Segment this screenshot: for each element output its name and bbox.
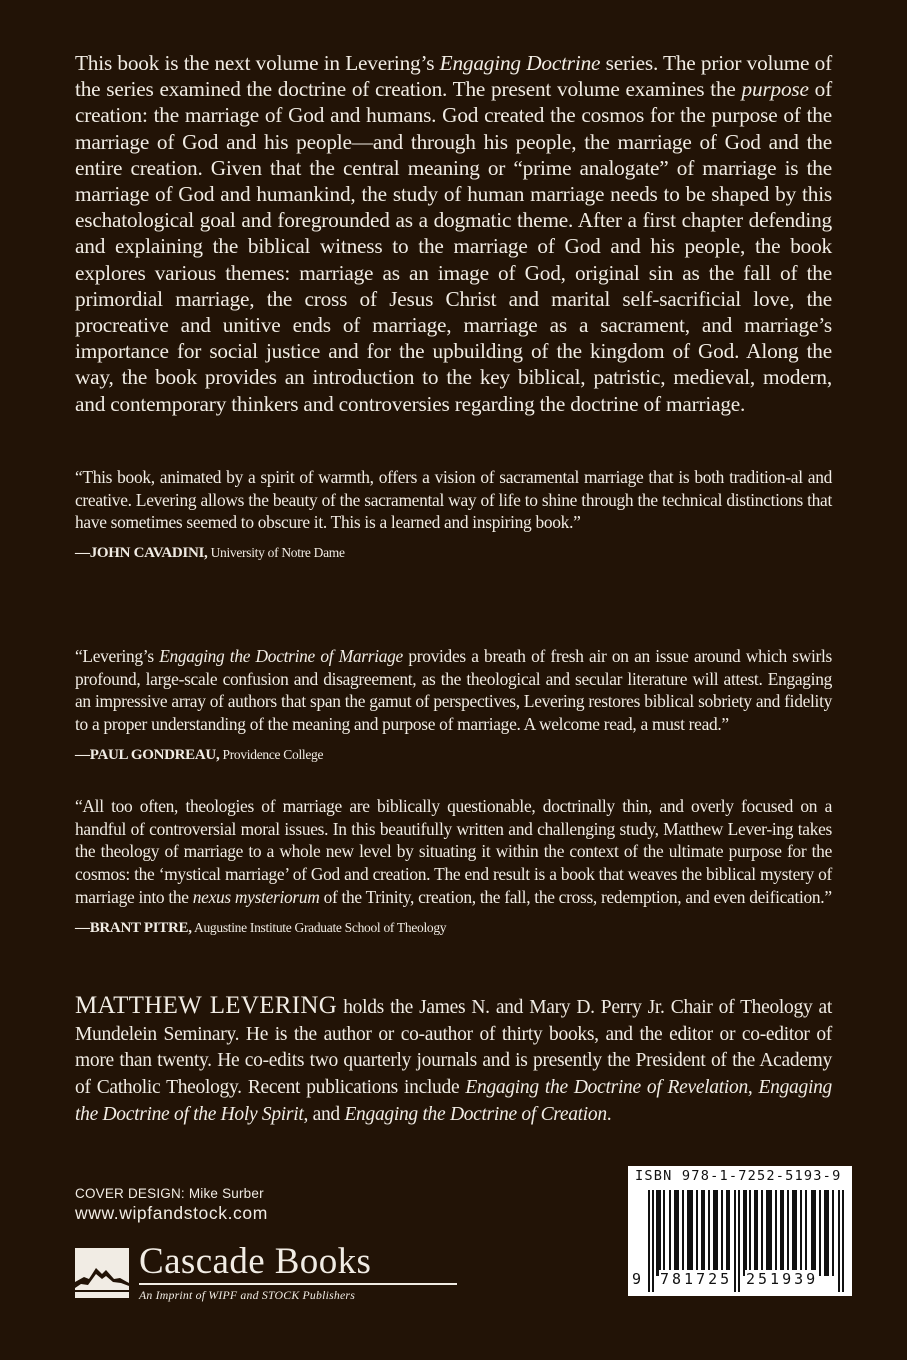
text-run: provides a breath of fresh air on an issue around which swirls profound, large-scale confusion and disagreement, as the theological and secular literature will attest. Engaging an impressive array of authors that span the gamut of perspectives, Levering restores biblical sobriety and fidelity to a proper understanding of the meaning and purpose of marriage. A welcome read, a must read.” xyxy=(75,646,832,735)
text-run: “This book, animated by a spirit of warmth, offers a vision of sacramental marriage that is both tradition-al and creative. Levering allows the beauty of the sacramental way of life to shine through the technical distinctions that have sometimes seemed to obscure it. This is a learned and inspiring book.” xyxy=(75,467,832,533)
emphasis-word: purpose xyxy=(741,77,809,102)
barcode-digits-right: 251939 xyxy=(746,1270,819,1288)
endorsement-text xyxy=(75,645,832,736)
endorsement-attribution xyxy=(75,542,832,565)
text-run: holds the James N. and Mary D. Perry Jr. Chair of Theology at Mundelein Seminary. He is the author or co-author of thirty books, and the editor or co-editor of more than twenty. He co-edits two quarterly journals and is presently the President of the Academy of Catholic Theology. Recent publications include xyxy=(75,997,832,1099)
endorsement-text xyxy=(75,466,832,534)
isbn-label: ISBN 978-1-7252-5193-9 xyxy=(635,1168,842,1184)
text-run: , and xyxy=(303,1103,345,1125)
publisher-imprint: An Imprint of WIPF and STOCK Publishers xyxy=(139,1288,355,1302)
endorsement-cavadini xyxy=(75,466,832,565)
barcode-digit-lead: 9 xyxy=(632,1270,642,1288)
book-title: Engaging the Doctrine of the Holy Spirit xyxy=(75,1077,832,1125)
text-run: This book is the next volume in Levering’s xyxy=(75,51,440,75)
author-name: MATTHEW LEVERING xyxy=(75,992,338,1019)
mountain-logo-icon xyxy=(75,1248,129,1300)
endorsement-text xyxy=(75,795,832,909)
barcode-digits-left: 781725 xyxy=(660,1270,733,1288)
book-description xyxy=(75,50,832,417)
series-title: Engaging Doctrine xyxy=(439,51,601,75)
publisher-name: Cascade Books xyxy=(139,1241,372,1282)
divider xyxy=(139,1283,457,1285)
book-title: Engaging the Doctrine of Creation xyxy=(344,1103,607,1125)
text-run: “All too often, theologies of marriage are biblically questionable, doctrinally thin, and overly focused on a handful of controversial moral issues. In this beautifully written and challenging study, Matthew Lever-ing takes the theology of marriage to a whole new level by situating it within the context of the ultimate purpose for the cosmos: the ‘mystical marriage’ of God and creation. The end result is a book that weaves the biblical mystery of marriage into the xyxy=(75,796,832,907)
bio-paragraph xyxy=(75,993,832,1129)
publisher-wordmark xyxy=(139,1242,457,1303)
text-run: “Levering’s xyxy=(75,646,160,666)
endorser-affiliation: Augustine Institute Graduate School of Theology xyxy=(194,919,447,935)
endorser-affiliation: University of Notre Dame xyxy=(210,545,345,561)
isbn-barcode xyxy=(628,1166,852,1296)
author-bio xyxy=(75,993,832,1129)
endorsement-attribution xyxy=(75,917,832,940)
publisher-website: www.wipfandstock.com xyxy=(75,1203,268,1223)
text-run: of the Trinity, creation, the fall, the cross, redemption, and even deification.” xyxy=(319,886,832,907)
endorser-affiliation: Providence College xyxy=(222,746,324,762)
endorser-name: —BRANT PITRE, xyxy=(75,919,192,936)
endorsement-attribution xyxy=(75,744,832,767)
endorser-name: —PAUL GONDREAU, xyxy=(75,746,220,763)
endorser-name: —JOHN CAVADINI, xyxy=(75,545,208,562)
book-title: Engaging the Doctrine of Revelation xyxy=(465,1077,748,1099)
text-run: of creation: the marriage of God and humans. God created the cosmos for the purpose of the marriage of God and his people—and through his people, the marriage of God and the entire creation. Given that the central meaning or “prime analogate” of marriage is the marriage of God and humankind, the study of human marriage needs to be shaped by this eschatological goal and foregrounded as a dogmatic theme. After a first chapter defending and explaining the biblical witness to the marriage of God and his people, the book explores various themes: marriage as an image of God, original sin as the fall of the primordial marriage, the cross of Jesus Christ and marital self-sacrificial love, the procreative and unitive ends of marriage, marriage as a sacrament, and marriage’s importance for social justice and for the upbuilding of the kingdom of God. Along the way, the book provides an introduction to the key biblical, patristic, medieval, modern, and contemporary thinkers and controversies regarding the doctrine of marriage. xyxy=(75,77,832,416)
endorsement-pitre xyxy=(75,795,832,939)
latin-phrase: nexus mysteriorum xyxy=(192,886,320,907)
text-run: . xyxy=(606,1103,612,1125)
book-title: Engaging the Doctrine of Marriage xyxy=(159,646,403,666)
description-paragraph xyxy=(75,50,832,417)
endorsement-gondreau xyxy=(75,645,832,767)
publisher-logo xyxy=(75,1241,457,1303)
cover-design-credit: COVER DESIGN: Mike Surber xyxy=(75,1186,264,1201)
credits xyxy=(75,1186,268,1224)
text-run: , xyxy=(747,1077,759,1099)
text-run: series. The prior volume of the series examined the doctrine of creation. The present volume examines the xyxy=(75,51,832,102)
